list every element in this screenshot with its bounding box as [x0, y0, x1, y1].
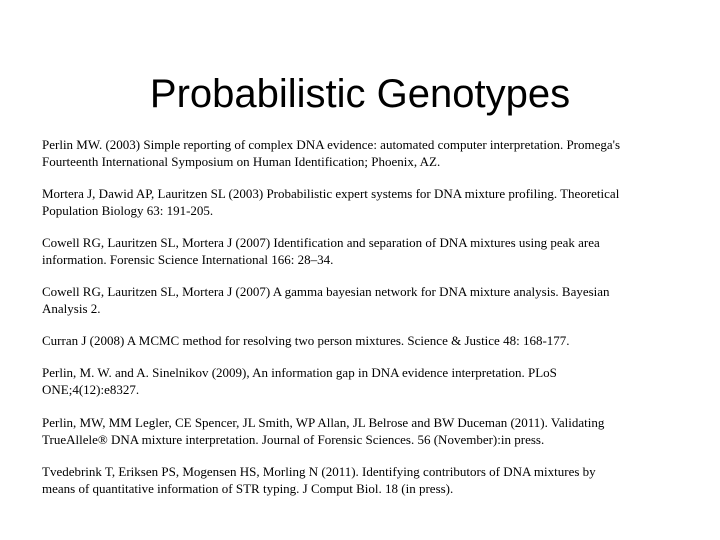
reference-line: means of quantitative information of STR typing. J Comput Biol. 18 (in press). — [42, 481, 454, 496]
reference-item — [42, 283, 682, 317]
reference-item — [42, 332, 682, 349]
reference-line: Analysis 2. — [42, 301, 101, 316]
reference-line: Cowell RG, Lauritzen SL, Mortera J (2007) A gamma bayesian network for DNA mixture analysis. Bayesian — [42, 284, 610, 299]
reference-line: TrueAllele® DNA mixture interpretation. Journal of Forensic Sciences. 56 (November):in press. — [42, 432, 545, 447]
reference-line: Perlin, MW, MM Legler, CE Spencer, JL Smith, WP Allan, JL Belrose and BW Duceman (2011). Validating — [42, 415, 605, 430]
reference-item — [42, 463, 682, 497]
reference-item — [42, 364, 682, 398]
reference-list — [42, 136, 682, 512]
reference-line: Population Biology 63: 191-205. — [42, 203, 214, 218]
reference-line: ONE;4(12):e8327. — [42, 382, 140, 397]
reference-line: Tvedebrink T, Eriksen PS, Mogensen HS, Morling N (2011). Identifying contributors of DNA mixtures by — [42, 464, 596, 479]
reference-line: Curran J (2008) A MCMC method for resolving two person mixtures. Science & Justice 48: 168-177. — [42, 333, 570, 348]
reference-line: Mortera J, Dawid AP, Lauritzen SL (2003) Probabilistic expert systems for DNA mixture profiling. Theoretical — [42, 186, 620, 201]
reference-item — [42, 234, 682, 268]
reference-line: Perlin, M. W. and A. Sinelnikov (2009), An information gap in DNA evidence interpretation. PLoS — [42, 365, 557, 380]
reference-line: Perlin MW. (2003) Simple reporting of complex DNA evidence: automated computer interpretation. Promega's — [42, 137, 621, 152]
reference-line: Cowell RG, Lauritzen SL, Mortera J (2007) Identification and separation of DNA mixtures using peak area — [42, 235, 600, 250]
reference-item — [42, 414, 682, 448]
reference-line: Fourteenth International Symposium on Human Identification; Phoenix, AZ. — [42, 154, 441, 169]
slide-title: Probabilistic Genotypes — [149, 72, 571, 116]
reference-item — [42, 185, 682, 219]
reference-item — [42, 136, 682, 170]
reference-line: information. Forensic Science International 166: 28–34. — [42, 252, 334, 267]
